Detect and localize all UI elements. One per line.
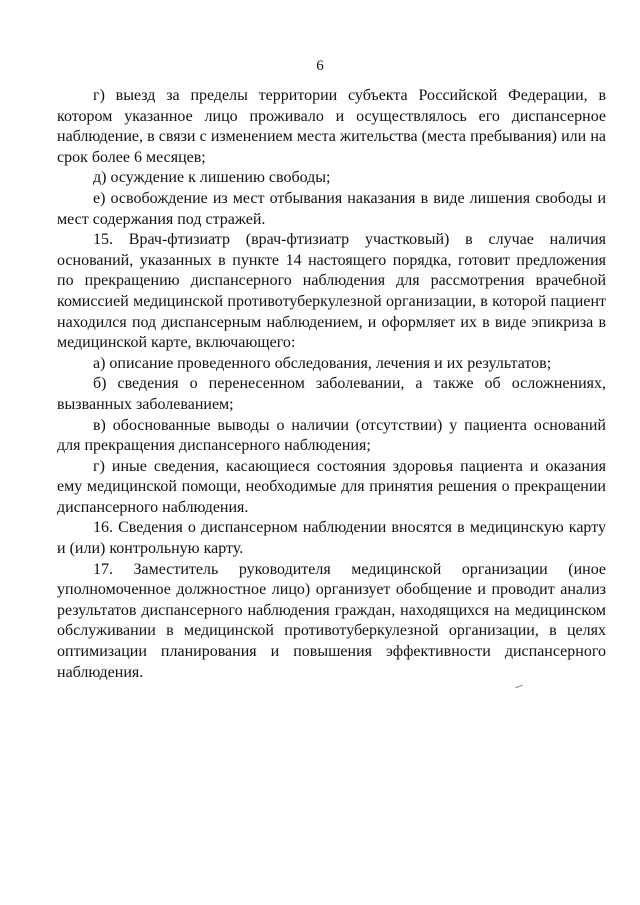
- paragraph-item-b-disease-info: б) сведения о перенесенном заболевании, а также об осложнениях, вызванных заболеванием;: [57, 375, 606, 413]
- page-number: 6: [316, 58, 324, 74]
- paragraph-17: 17. Заместитель руководителя медицинской организации (иное уполномоченное должностное лицо) организует обобщение и проводит анализ результатов диспансерного наблюдения граждан, находящихся на медицинском обслуживании в медицинской противотуберкулезной организации, в целях оптимизации планирования и повышения эффективности диспансерного наблюдения.: [57, 560, 606, 681]
- paragraph-item-d-conviction: д) осуждение к лишению свободы;: [93, 169, 331, 187]
- paragraph-item-g-departure: г) выезд за пределы территории субъекта Российской Федерации, в котором указанное лицо проживало и осуществлялось его диспансерное наблюдение, в связи с изменением места жительства (места пребывания) или на срок более 6 месяцев;: [57, 87, 606, 166]
- scan-speck: [515, 685, 523, 689]
- document-body: [57, 86, 606, 683]
- paragraph-item-v-conclusions: в) обоснованные выводы о наличии (отсутствии) у пациента оснований для прекращения диспансерного наблюдения;: [57, 416, 606, 455]
- paragraph-15: 15. Врач-фтизиатр (врач-фтизиатр участковый) в случае наличия оснований, указанных в пункте 14 настоящего порядка, готовит предложения по прекращению диспансерного наблюдения для рассмотрения врачебной комиссией медицинской противотуберкулезной организации, в которой пациент находился под диспансерным наблюдением, и оформляет их в виде эпикриза в медицинской карте, включающего:: [57, 231, 606, 352]
- paragraph-16: 16. Сведения о диспансерном наблюдении вносятся в медицинскую карту и (или) контрольную карту.: [57, 519, 606, 558]
- paragraph-item-a-description: а) описание проведенного обследования, лечения и их результатов;: [93, 354, 552, 372]
- paragraph-item-g-other-info: г) иные сведения, касающиеся состояния здоровья пациента и оказания ему медицинской помощи, необходимые для принятия решения о прекращении диспансерного наблюдения.: [57, 457, 606, 516]
- paragraph-item-e-release: е) освобождение из мест отбывания наказания в виде лишения свободы и мест содержания под стражей.: [57, 189, 606, 228]
